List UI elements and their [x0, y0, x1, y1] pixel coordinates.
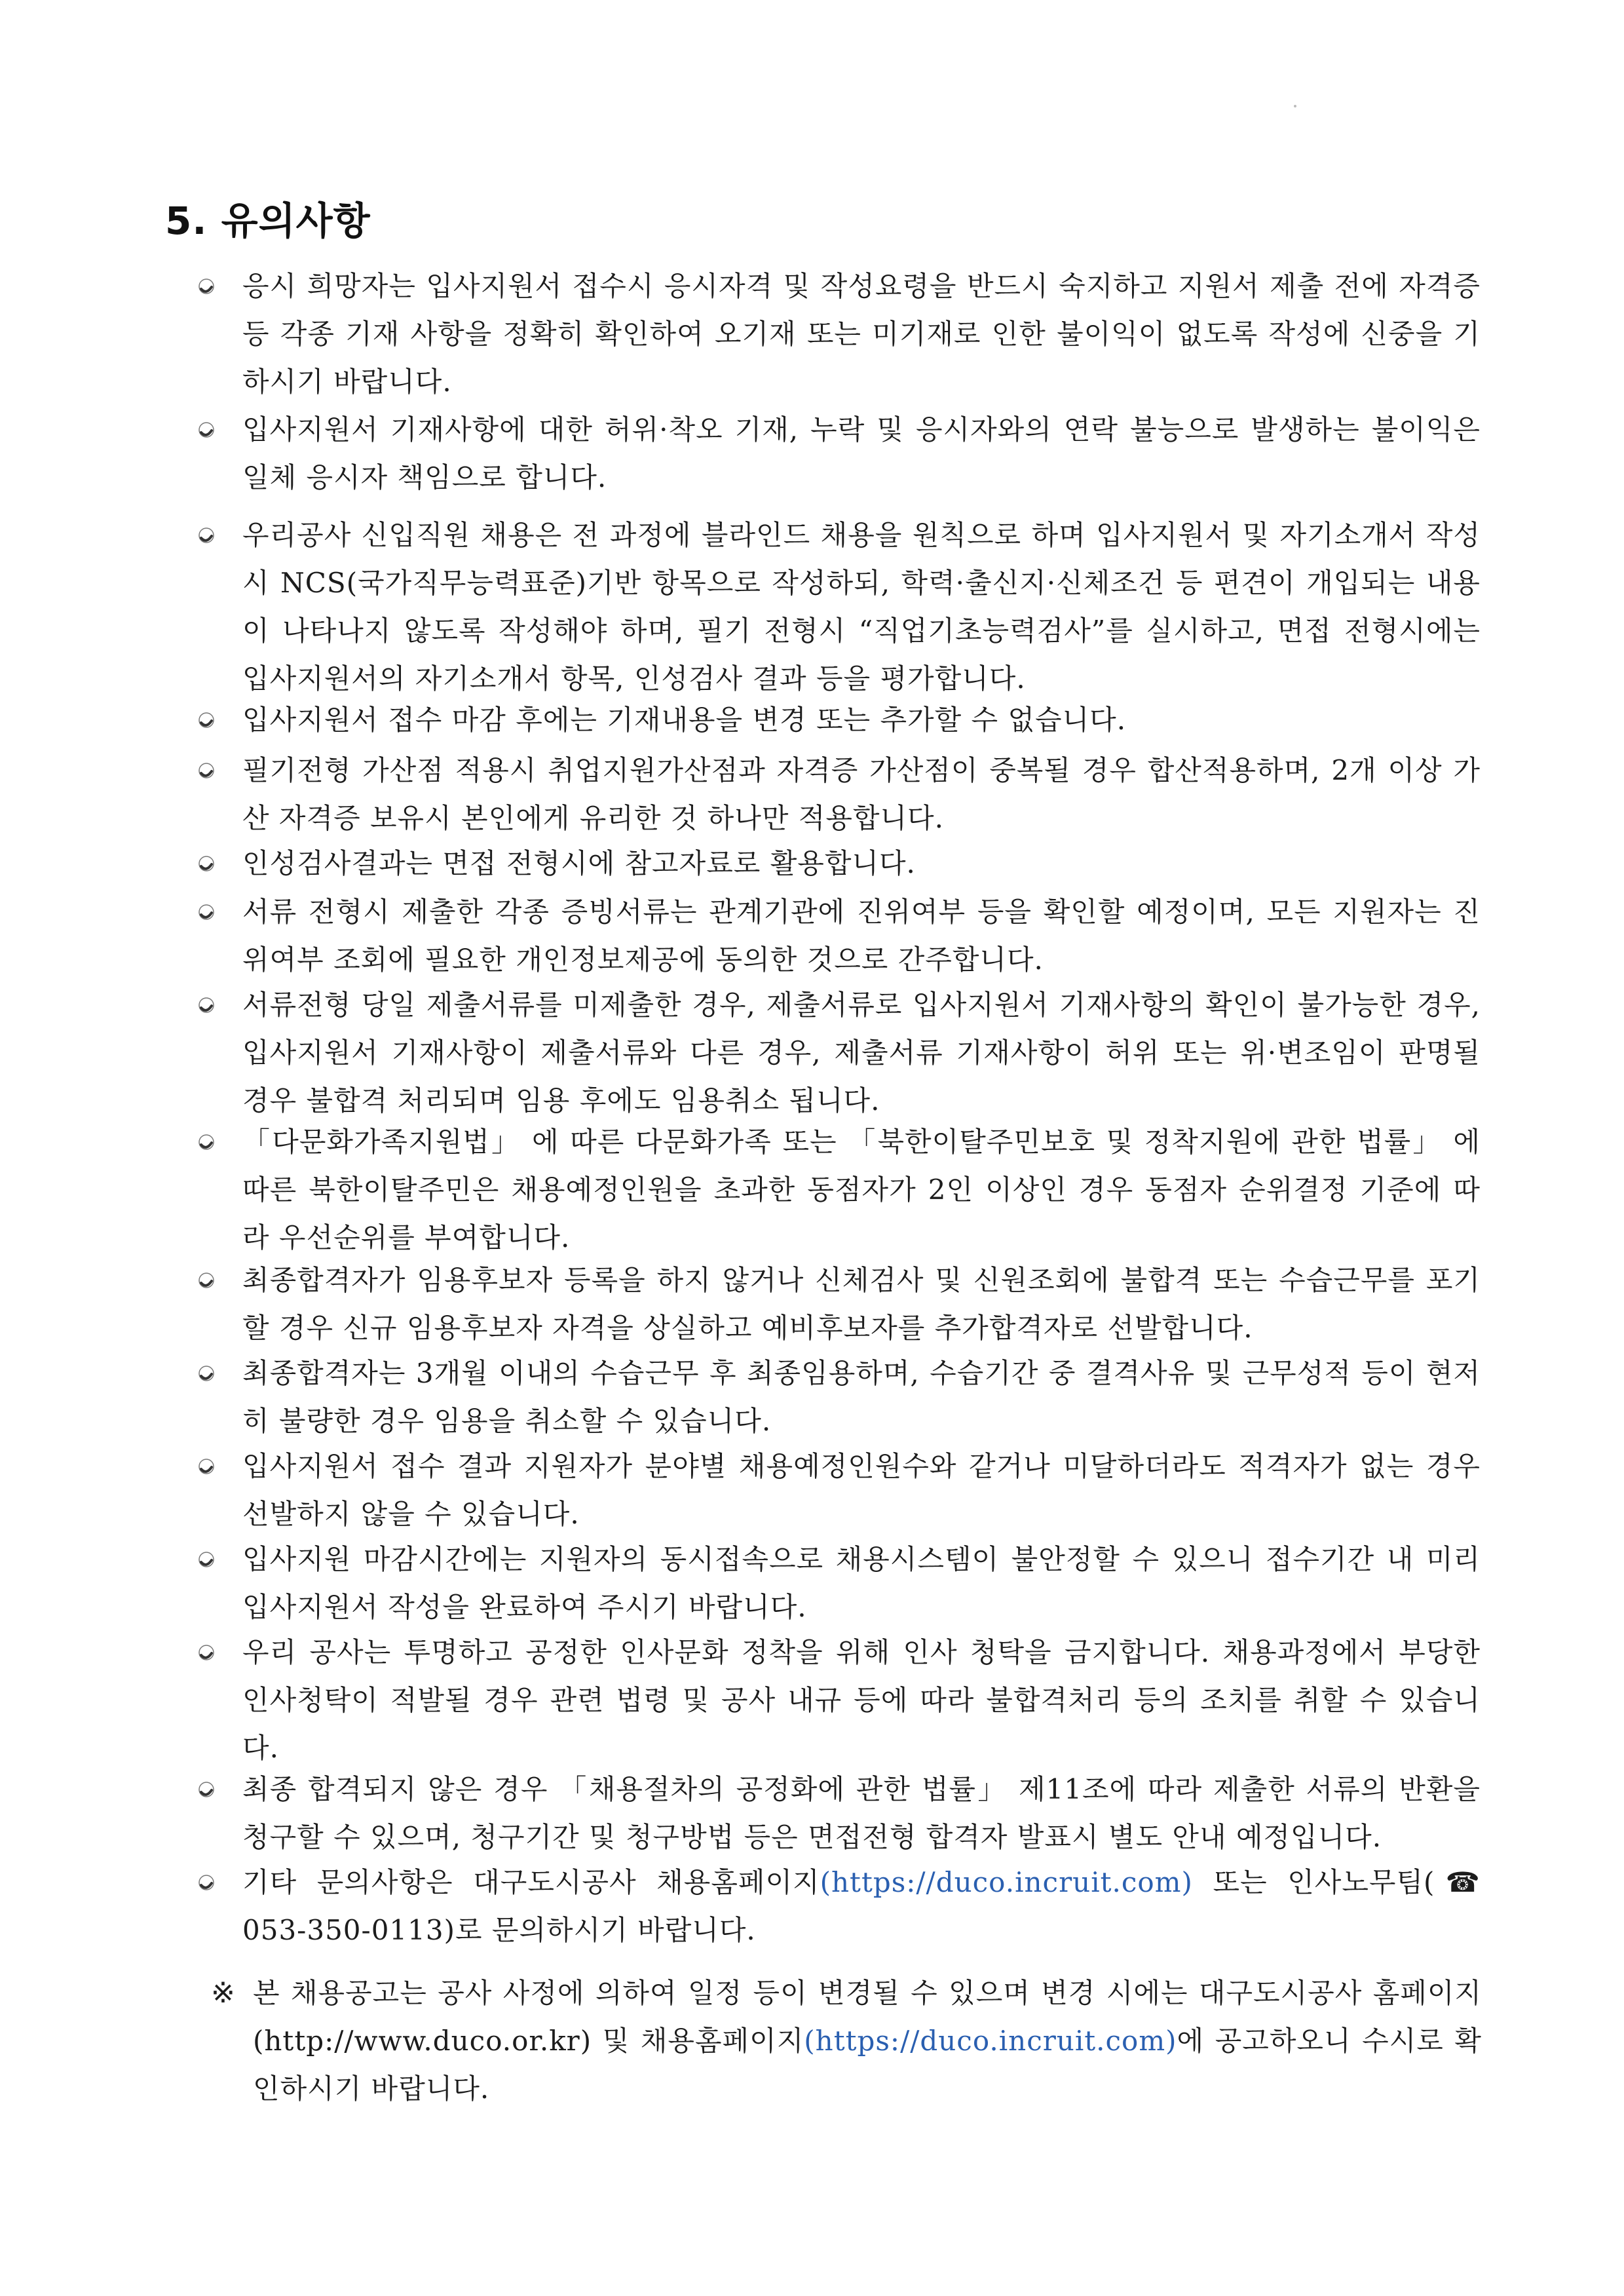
notice-item — [197, 1442, 1481, 1538]
notice-item — [197, 1349, 1481, 1445]
notice-item-text: 입사지원 마감시간에는 지원자의 동시접속으로 채용시스템이 불안정할 수 있으니 접수기간 내 미리 입사지원서 작성을 완료하여 주시기 바랍니다. — [242, 1543, 1481, 1623]
bullet-icon — [197, 1643, 216, 1662]
notice-item-text: 우리 공사는 투명하고 공정한 인사문화 정착을 위해 인사 청탁을 금지합니다. 채용과정에서 부당한 인사청탁이 적발될 경우 관련 법령 및 공사 내규 등에 따라 불합격처리 등의 조치를 취할 수 있습니다. — [242, 1636, 1481, 1764]
notice-item-text: 필기전형 가산점 적용시 취업지원가산점과 자격증 가산점이 중복될 경우 합산적용하며, 2개 이상 가산 자격증 보유시 본인에게 유리한 것 하나만 적용합니다. — [242, 754, 1481, 834]
bullet-icon — [197, 1132, 216, 1152]
notice-item — [197, 888, 1481, 984]
notice-item — [197, 839, 1481, 887]
footnote — [211, 1969, 1482, 2113]
notice-item-text: 최종합격자는 3개월 이내의 수습근무 후 최종임용하며, 수습기간 중 결격사유 및 근무성적 등이 현저히 불량한 경우 임용을 취소할 수 있습니다. — [242, 1357, 1481, 1437]
bullet-icon — [197, 1271, 216, 1290]
notice-item-text: 서류 전형시 제출한 각종 증빙서류는 관계기관에 진위여부 등을 확인할 예정이며, 모든 지원자는 진위여부 조회에 필요한 개인정보제공에 동의한 것으로 간주합니다. — [242, 896, 1481, 976]
bullet-icon — [197, 526, 216, 545]
notice-item-text: 우리공사 신입직원 채용은 전 과정에 블라인드 채용을 원칙으로 하며 입사지원서 및 자기소개서 작성시 NCS(국가직무능력표준)기반 항목으로 작성하되, 학력·출신지·신체조건 등 편견이 개입되는 내용이 나타나지 않도록 작성해야 하며, 필기 전형시 “직업기초능력검사”를 실시하고, 면접 전형시에는 입사지원서의 자기소개서 항목, 인성검사 결과 등을 평가합니다. — [242, 519, 1481, 695]
notice-item — [197, 1628, 1481, 1772]
bullet-icon — [197, 710, 216, 730]
notice-item-text: 응시 희망자는 입사지원서 접수시 응시자격 및 작성요령을 반드시 숙지하고 지원서 제출 전에 자격증 등 각종 기재 사항을 정확히 확인하여 오기재 또는 미기재로 인한 불이익이 없도록 작성에 신중을 기하시기 바랍니다. — [242, 270, 1481, 398]
bullet-icon — [197, 1873, 216, 1892]
notice-item-text: 최종 합격되지 않은 경우 「채용절차의 공정화에 관한 법률」 제11조에 따라 제출한 서류의 반환을 청구할 수 있으며, 청구기간 및 청구방법 등은 면접전형 합격자 발표시 별도 안내 예정입니다. — [242, 1773, 1481, 1853]
notice-item-text: 입사지원서 접수 마감 후에는 기재내용을 변경 또는 추가할 수 없습니다. — [242, 704, 1127, 736]
notice-item-text: 최종합격자가 임용후보자 등록을 하지 않거나 신체검사 및 신원조회에 불합격 또는 수습근무를 포기할 경우 신규 임용후보자 자격을 상실하고 예비후보자를 추가합격자로 선발합니다. — [242, 1264, 1481, 1344]
section-heading — [165, 190, 371, 245]
notice-item — [197, 746, 1481, 842]
bullet-icon — [197, 761, 216, 780]
bullet-icon — [197, 1780, 216, 1799]
bullet-icon — [197, 1457, 216, 1476]
notice-item — [197, 1535, 1481, 1631]
recruit-site-link[interactable]: (https://duco.incruit.com) — [804, 2025, 1177, 2057]
contact-text: 기타 문의사항은 대구도시공사 채용홈페이지(https://duco.incruit.com) 또는 인사노무팀(☎ 053-350-0113)로 문의하시기 바랍니다. — [242, 1866, 1481, 1946]
notice-item — [197, 1256, 1481, 1352]
notice-item — [197, 981, 1481, 1124]
notice-item-text: 입사지원서 기재사항에 대한 허위·착오 기재, 누락 및 응시자와의 연락 불능으로 발생하는 불이익은 일체 응시자 책임으로 합니다. — [242, 413, 1481, 493]
recruit-site-link[interactable]: (https://duco.incruit.com) — [820, 1866, 1193, 1898]
notice-item-text: 인성검사결과는 면접 전형시에 참고자료로 활용합니다. — [242, 847, 916, 879]
scan-speck — [1294, 105, 1296, 107]
reference-mark: ※ — [211, 1976, 235, 2010]
notice-item — [197, 1765, 1481, 1861]
bullet-icon — [197, 854, 216, 873]
footnote-text: 본 채용공고는 공사 사정에 의하여 일정 등이 변경될 수 있으며 변경 시에는 대구도시공사 홈페이지(http://www.duco.or.kr) 및 채용홈페이지(https://duco.incruit.com)에 공고하오니 수시로 확인하시기 바랍니다. — [253, 1977, 1482, 2105]
notice-item-text: 서류전형 당일 제출서류를 미제출한 경우, 제출서류로 입사지원서 기재사항의 확인이 불가능한 경우, 입사지원서 기재사항이 제출서류와 다른 경우, 제출서류 기재사항이 허위 또는 위·변조임이 판명될 경우 불합격 처리되며 임용 후에도 임용취소 됩니다. — [242, 989, 1481, 1117]
bullet-icon — [197, 1550, 216, 1569]
notice-item — [197, 1858, 1481, 1954]
phone-icon: ☎ — [1435, 1866, 1481, 1898]
notice-item-text: 입사지원서 접수 결과 지원자가 분야별 채용예정인원수와 같거나 미달하더라도 적격자가 없는 경우 선발하지 않을 수 있습니다. — [242, 1450, 1481, 1530]
section-number: 5. — [165, 199, 208, 243]
notice-item — [197, 262, 1481, 406]
notice-item — [197, 406, 1481, 501]
section-title: 유의사항 — [221, 199, 371, 243]
notice-item — [197, 1118, 1481, 1261]
notice-item — [197, 511, 1481, 702]
bullet-icon — [197, 277, 216, 296]
bullet-icon — [197, 1364, 216, 1383]
notice-item-text: 「다문화가족지원법」 에 따른 다문화가족 또는 「북한이탈주민보호 및 정착지원에 관한 법률」 에 따른 북한이탈주민은 채용예정인원을 초과한 동점자가 2인 이상인 경우 동점자 순위결정 기준에 따라 우선순위를 부여합니다. — [242, 1126, 1481, 1253]
notice-item — [197, 696, 1481, 744]
bullet-icon — [197, 902, 216, 922]
bullet-icon — [197, 995, 216, 1015]
bullet-icon — [197, 420, 216, 440]
